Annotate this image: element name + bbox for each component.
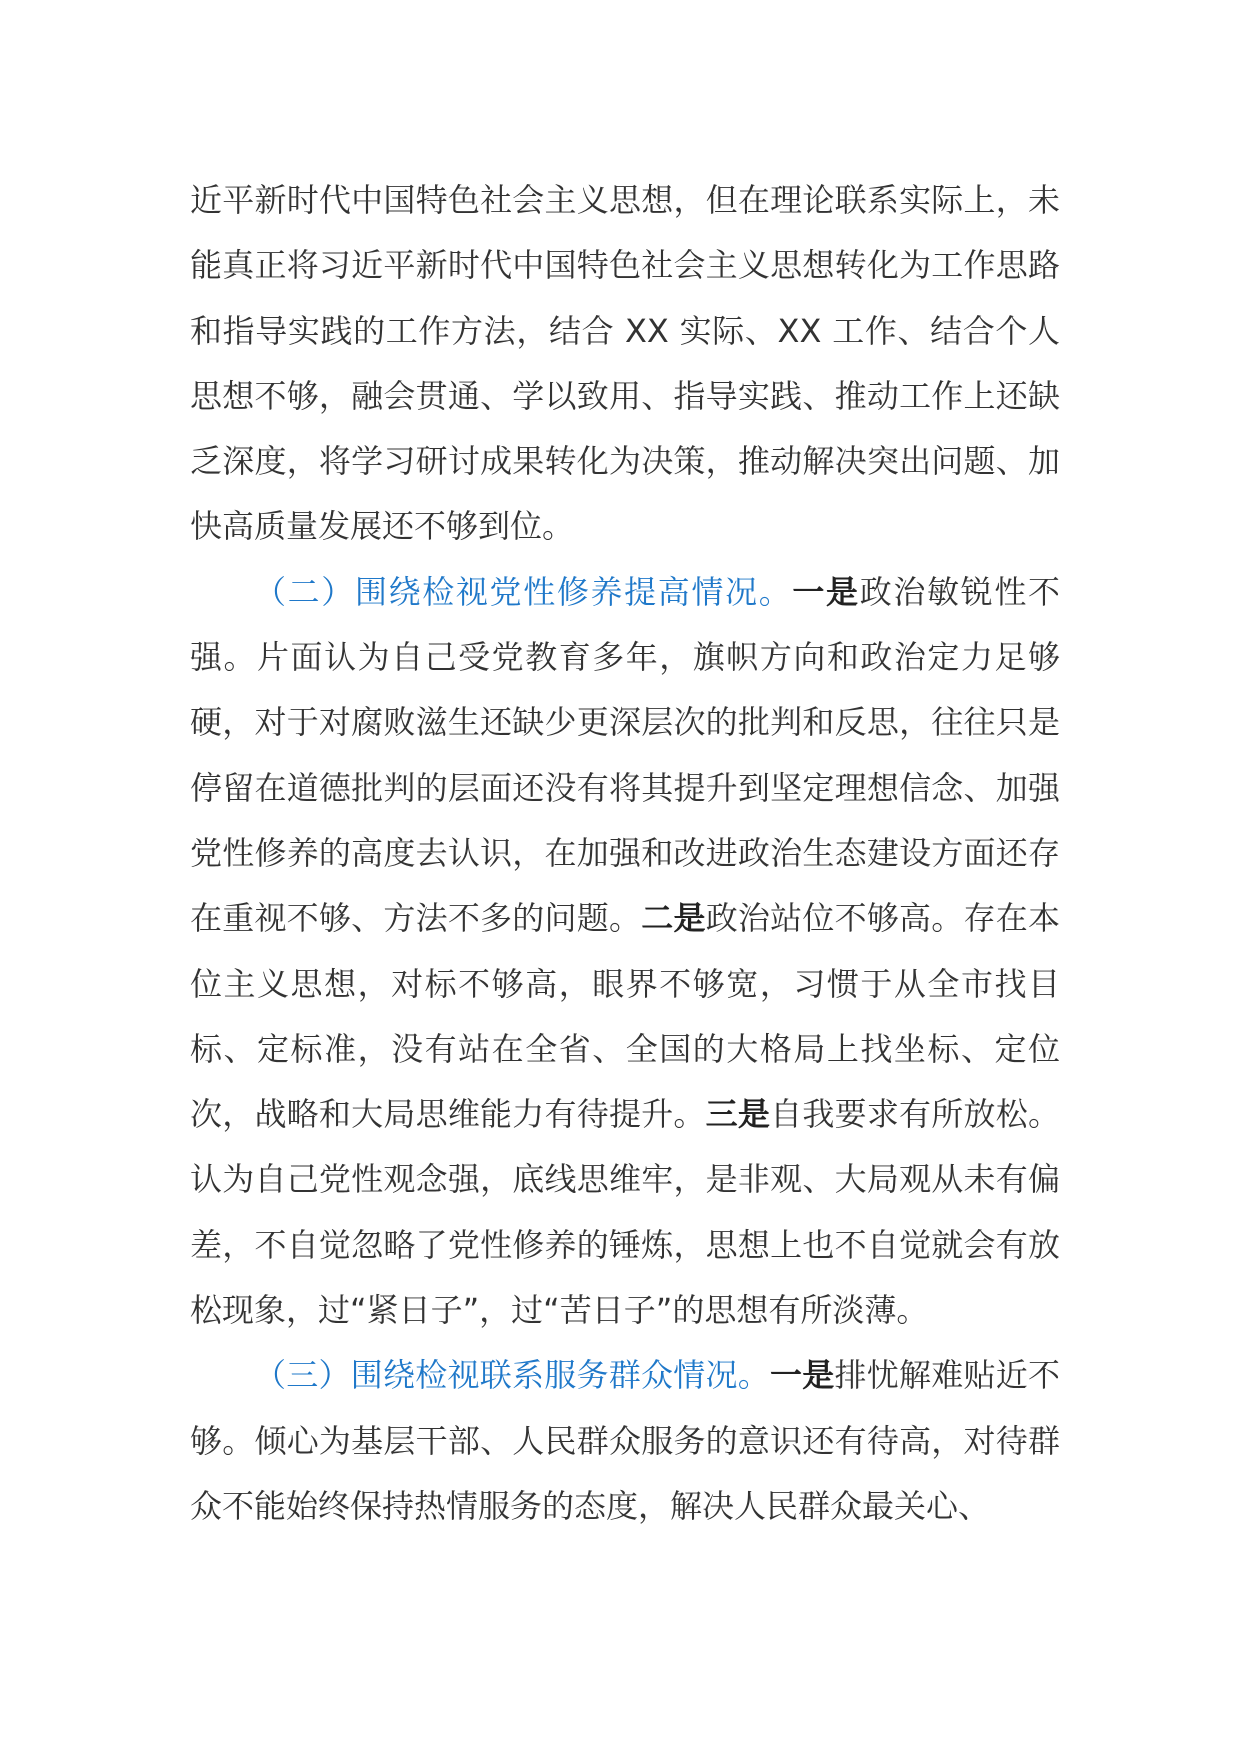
point-label-three: 三是: [705, 1095, 771, 1134]
paragraph-3: [190, 1343, 1060, 1539]
paragraph-2: [190, 560, 1060, 1344]
point-text-two: 政治站位不够高。存在本位主义思想，对标不够高，眼界不够宽，习惯于从全市找目标、定标准，没有站在全省、全国的大格局上找坐标、定位次，战略和大局思维能力有待提升。: [190, 899, 1060, 1134]
section-heading-3: （三）围绕检视联系服务群众情况。: [254, 1356, 770, 1395]
paragraph-1-text: 近平新时代中国特色社会主义思想，但在理论联系实际上，未能真正将习近平新时代中国特色社会主义思想转化为工作思路和指导实践的工作方法，结合 XX 实际、XX 工作、结合个人思想不够，融会贯通、学以致用、指导实践、推动工作上还缺乏深度，将学习研讨成果转化为决策，推动解决突出问题、加快高质量发展还不够到位。: [190, 181, 1060, 546]
point-text-one: 政治敏锐性不强。片面认为自己受党教育多年，旗帜方向和政治定力足够硬，对于对腐败滋生还缺少更深层次的批判和反思，往往只是停留在道德批判的层面还没有将其提升到坚定理想信念、加强党性修养的高度去认识，在加强和改进政治生态建设方面还存在重视不够、方法不多的问题。: [190, 572, 1060, 938]
point-label-one-section-3: 一是: [769, 1356, 835, 1395]
paragraph-1: [190, 168, 1060, 560]
section-heading-2: （二）围绕检视党性修养提高情况。: [254, 572, 793, 611]
point-text-one-section-3: 排忧解难贴近不够。倾心为基层干部、人民群众服务的意识还有待高，对待群众不能始终保持热情服务的态度，解决人民群众最关心、: [190, 1356, 1060, 1525]
point-label-two: 二是: [641, 899, 706, 938]
point-label-one: 一是: [792, 572, 860, 611]
document-body: [190, 168, 1060, 1539]
point-text-three: 自我要求有所放松。认为自己党性观念强，底线思维牢，是非观、大局观从未有偏差，不自觉忽略了党性修养的锤炼，思想上也不自觉就会有放松现象，过“紧日子”，过“苦日子”的思想有所淡薄。: [190, 1095, 1060, 1330]
